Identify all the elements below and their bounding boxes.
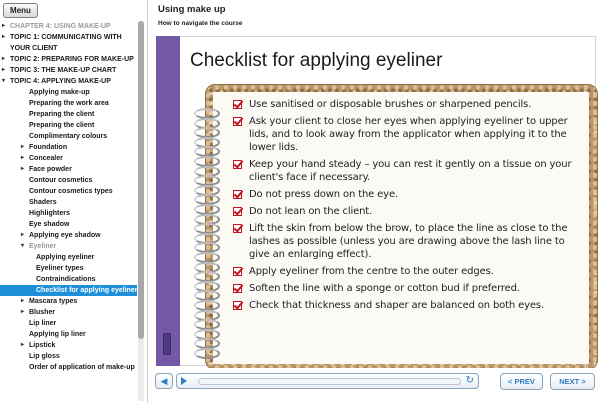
sidebar-item-label: Complimentary colours [29,133,108,140]
sidebar-item[interactable] [0,54,137,65]
checklist-item [231,158,583,184]
course-menu-sidebar [0,0,148,403]
sidebar-item[interactable] [0,197,137,208]
play-icon[interactable] [181,377,187,385]
slide-side-bar [156,36,180,366]
chevron-right-icon[interactable]: ▸ [21,166,25,172]
sidebar-item-label: TOPIC 3: THE MAKE-UP CHART [10,67,117,74]
checklist-item-text: Lift the skin from below the brow, to place the line as close to the lashes as possible (unless you are drawing above the lash line to give an enlarging effect). [249,223,568,260]
sidebar-item-label: Applying lip liner [29,331,86,338]
media-player [176,373,479,389]
sidebar-item-label: TOPIC 1: COMMUNICATING WITH YOUR CLIENT [10,34,122,52]
course-tree [0,21,137,373]
sidebar-item-label: Preparing the client [29,111,95,118]
sidebar-item[interactable] [0,307,137,318]
checklist-item [231,98,583,111]
sidebar-item[interactable] [0,285,137,296]
menu-button[interactable]: Menu [3,3,38,18]
sidebar-item[interactable] [0,351,137,362]
checklist-item-text: Soften the line with a sponge or cotton bud if preferred. [249,283,520,294]
checkbox-tick-icon [233,117,242,126]
sidebar-item[interactable] [0,120,137,131]
sidebar-item[interactable] [0,186,137,197]
sidebar-item[interactable] [0,87,137,98]
sidebar-item-label: Eye shadow [29,221,70,228]
slide-title: Checklist for applying eyeliner [190,50,443,71]
checklist-item-text: Do not press down on the eye. [249,189,398,200]
sidebar-item[interactable] [0,274,137,285]
checklist-item [231,115,583,154]
sidebar-item-label: TOPIC 4: APPLYING MAKE-UP [10,78,111,85]
checklist-item [231,299,583,312]
sidebar-item-label: Contour cosmetics types [29,188,113,195]
sidebar-item[interactable] [0,131,137,142]
sidebar-item[interactable] [0,21,137,32]
side-bar-handle[interactable] [163,333,171,355]
checklist-item [231,188,583,201]
chevron-right-icon[interactable]: ▸ [2,67,6,73]
checklist-item [231,205,583,218]
prev-button[interactable]: < PREV [500,373,543,390]
sidebar-item-label: Lipstick [29,342,56,349]
sidebar-item-label: Contraindications [36,276,96,283]
checklist-item-text: Check that thickness and shaper are balanced on both eyes. [249,300,544,311]
sidebar-item[interactable] [0,98,137,109]
sidebar-item[interactable] [0,208,137,219]
scrollbar-thumb[interactable] [138,21,144,339]
checkbox-tick-icon [233,207,242,216]
checklist-item [231,222,583,261]
page-title: Using make up [158,4,226,15]
sidebar-item[interactable] [0,263,137,274]
sidebar-item-label: Applying make-up [29,89,90,96]
checkbox-tick-icon [233,190,242,199]
checklist-item-text: Do not lean on the client. [249,206,373,217]
checklist-item-text: Ask your client to close her eyes when applying eyeliner to upper lids, and to look away from the applicator when applying it to the lower lids. [249,116,568,153]
sidebar-item-label: Eyeliner [29,243,57,250]
sidebar-item[interactable] [0,219,137,230]
page-subtitle: How to navigate the course [158,20,243,27]
volume-button[interactable] [155,373,173,389]
checkbox-tick-icon [233,224,242,233]
sidebar-item[interactable] [0,175,137,186]
eyeliner-checklist [231,98,583,316]
sidebar-item-label: Eyeliner types [36,265,84,272]
checklist-item-text: Use sanitised or disposable brushes or sharpened pencils. [249,99,532,110]
sidebar-item[interactable] [0,362,137,373]
sidebar-item-label: Shaders [29,199,57,206]
player-controls-bar [148,368,600,403]
sidebar-item-label: TOPIC 2: PREPARING FOR MAKE-UP [10,56,134,63]
sidebar-item[interactable] [0,164,137,175]
chevron-right-icon[interactable]: ▸ [2,56,6,62]
chevron-right-icon[interactable]: ▸ [21,232,25,238]
sidebar-item-label: Concealer [29,155,63,162]
checklist-item [231,265,583,278]
sidebar-item[interactable] [0,76,137,87]
speaker-icon: ◀ [160,376,168,386]
chevron-right-icon[interactable]: ▸ [21,309,25,315]
chevron-down-icon[interactable]: ▾ [21,243,25,249]
chevron-right-icon[interactable]: ▸ [21,342,25,348]
sidebar-item-label: Contour cosmetics [29,177,93,184]
checkbox-tick-icon [233,301,242,310]
checkbox-tick-icon [233,284,242,293]
next-button[interactable]: NEXT > [550,373,595,390]
chevron-right-icon[interactable]: ▸ [2,34,6,40]
sidebar-item-label: Preparing the work area [29,100,109,107]
sidebar-item-label: Applying eyeliner [36,254,95,261]
chevron-down-icon[interactable]: ▾ [2,78,6,84]
checklist-item-text: Keep your hand steady – you can rest it gently on a tissue on your client's face if necessary. [249,159,572,183]
sidebar-item[interactable] [0,153,137,164]
sidebar-item[interactable] [0,142,137,153]
sidebar-item[interactable] [0,296,137,307]
progress-track[interactable] [198,378,461,385]
chevron-right-icon[interactable]: ▸ [21,155,25,161]
sidebar-item[interactable] [0,241,137,252]
sidebar-item-label: Lip liner [29,320,57,327]
sidebar-item[interactable] [0,318,137,329]
sidebar-item-label: CHAPTER 4: USING MAKE-UP [10,23,111,30]
sidebar-item-label: Checklist for applying eyeliner [36,287,138,294]
sidebar-item-label: Highlighters [29,210,70,217]
sidebar-item[interactable] [0,65,137,76]
checkbox-tick-icon [233,100,242,109]
checklist-item [231,282,583,295]
chevron-right-icon[interactable]: ▸ [21,144,25,150]
checklist-item-text: Apply eyeliner from the centre to the outer edges. [249,266,494,277]
sidebar-item-label: Face powder [29,166,72,173]
sidebar-item-label: Lip gloss [29,353,60,360]
sidebar-item-label: Preparing the client [29,122,95,129]
sidebar-item-label: Foundation [29,144,68,151]
notepad-spiral-binding [180,108,222,366]
sidebar-item[interactable] [0,340,137,351]
sidebar-item[interactable] [0,252,137,263]
checkbox-tick-icon [233,267,242,276]
sidebar-item[interactable] [0,329,137,340]
sidebar-scrollbar[interactable] [138,21,144,401]
sidebar-item-label: Order of application of make-up [29,364,135,371]
sidebar-item-label: Mascara types [29,298,78,305]
sidebar-item[interactable] [0,109,137,120]
replay-icon[interactable]: ↻ [465,375,474,386]
chevron-right-icon[interactable]: ▸ [2,23,6,29]
sidebar-item[interactable] [0,32,137,54]
sidebar-item-label: Applying eye shadow [29,232,101,239]
checkbox-tick-icon [233,160,242,169]
spiral-ring [194,348,220,359]
chevron-right-icon[interactable]: ▸ [21,298,25,304]
sidebar-item[interactable] [0,230,137,241]
sidebar-item-label: Blusher [29,309,56,316]
